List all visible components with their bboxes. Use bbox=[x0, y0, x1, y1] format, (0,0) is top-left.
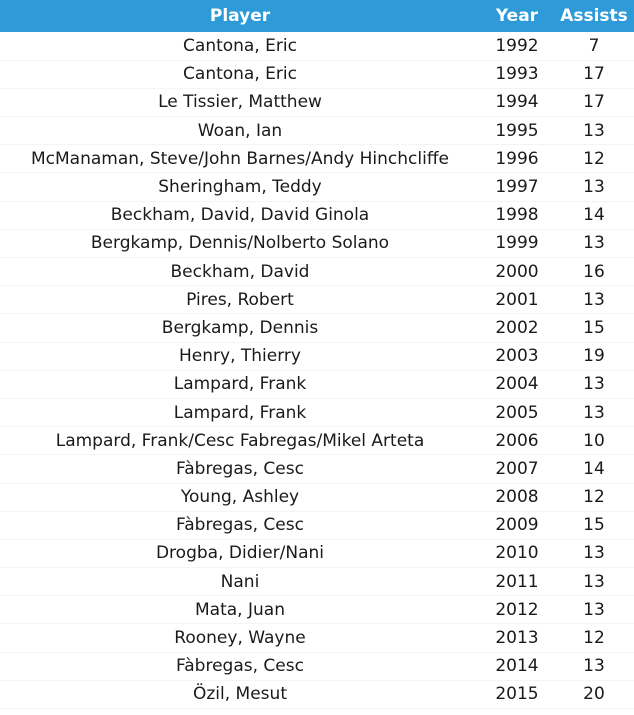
cell-year: 1993 bbox=[480, 60, 554, 88]
cell-assists: 16 bbox=[554, 258, 634, 286]
cell-assists: 12 bbox=[554, 624, 634, 652]
cell-year: 2011 bbox=[480, 568, 554, 596]
cell-player: Beckham, David bbox=[0, 258, 480, 286]
cell-player: Young, Ashley bbox=[0, 483, 480, 511]
cell-player: Bergkamp, Dennis/Nolberto Solano bbox=[0, 229, 480, 257]
cell-assists: 15 bbox=[554, 314, 634, 342]
cell-year: 2010 bbox=[480, 539, 554, 567]
cell-player: Sheringham, Teddy bbox=[0, 173, 480, 201]
cell-year: 2012 bbox=[480, 596, 554, 624]
cell-assists: 13 bbox=[554, 539, 634, 567]
table-row bbox=[0, 88, 634, 116]
cell-player: Le Tissier, Matthew bbox=[0, 88, 480, 116]
cell-assists: 19 bbox=[554, 342, 634, 370]
cell-player: Drogba, Didier/Nani bbox=[0, 539, 480, 567]
cell-year: 1995 bbox=[480, 117, 554, 145]
cell-player: Cantona, Eric bbox=[0, 60, 480, 88]
table-row bbox=[0, 511, 634, 539]
cell-year: 2004 bbox=[480, 370, 554, 398]
table-row bbox=[0, 314, 634, 342]
table-row bbox=[0, 680, 634, 708]
table-row bbox=[0, 652, 634, 680]
cell-assists: 12 bbox=[554, 145, 634, 173]
table-row bbox=[0, 117, 634, 145]
cell-year: 1994 bbox=[480, 88, 554, 116]
table-row bbox=[0, 596, 634, 624]
cell-assists: 13 bbox=[554, 652, 634, 680]
table-row bbox=[0, 455, 634, 483]
cell-year: 1996 bbox=[480, 145, 554, 173]
table-row bbox=[0, 258, 634, 286]
cell-assists: 13 bbox=[554, 229, 634, 257]
cell-player: Fàbregas, Cesc bbox=[0, 652, 480, 680]
cell-player: Lampard, Frank bbox=[0, 370, 480, 398]
cell-year: 2008 bbox=[480, 483, 554, 511]
table-row bbox=[0, 201, 634, 229]
cell-assists: 13 bbox=[554, 173, 634, 201]
table-row bbox=[0, 483, 634, 511]
table-row bbox=[0, 229, 634, 257]
cell-year: 2009 bbox=[480, 511, 554, 539]
cell-player: Fàbregas, Cesc bbox=[0, 455, 480, 483]
cell-year: 2014 bbox=[480, 652, 554, 680]
cell-assists: 13 bbox=[554, 568, 634, 596]
cell-player: Fàbregas, Cesc bbox=[0, 511, 480, 539]
cell-year: 2002 bbox=[480, 314, 554, 342]
cell-player: Rooney, Wayne bbox=[0, 624, 480, 652]
header-year: Year bbox=[480, 0, 554, 32]
table-row bbox=[0, 370, 634, 398]
header-player: Player bbox=[0, 0, 480, 32]
cell-year: 2007 bbox=[480, 455, 554, 483]
cell-player: Beckham, David, David Ginola bbox=[0, 201, 480, 229]
cell-year: 2015 bbox=[480, 680, 554, 708]
cell-year: 1998 bbox=[480, 201, 554, 229]
cell-player: Cantona, Eric bbox=[0, 32, 480, 60]
cell-player: Özil, Mesut bbox=[0, 680, 480, 708]
table-row bbox=[0, 342, 634, 370]
table-row bbox=[0, 624, 634, 652]
cell-assists: 13 bbox=[554, 596, 634, 624]
cell-year: 2000 bbox=[480, 258, 554, 286]
cell-year: 2013 bbox=[480, 624, 554, 652]
cell-player: Woan, Ian bbox=[0, 117, 480, 145]
table-row bbox=[0, 32, 634, 60]
cell-assists: 14 bbox=[554, 455, 634, 483]
cell-assists: 13 bbox=[554, 286, 634, 314]
cell-assists: 17 bbox=[554, 88, 634, 116]
cell-assists: 7 bbox=[554, 32, 634, 60]
cell-assists: 14 bbox=[554, 201, 634, 229]
cell-player: Lampard, Frank bbox=[0, 398, 480, 426]
cell-player: Mata, Juan bbox=[0, 596, 480, 624]
cell-year: 1992 bbox=[480, 32, 554, 60]
cell-assists: 17 bbox=[554, 60, 634, 88]
table-row bbox=[0, 427, 634, 455]
cell-player: McManaman, Steve/John Barnes/Andy Hinchcliffe bbox=[0, 145, 480, 173]
table-body bbox=[0, 32, 634, 709]
cell-assists: 13 bbox=[554, 117, 634, 145]
cell-player: Pires, Robert bbox=[0, 286, 480, 314]
table-row bbox=[0, 568, 634, 596]
header-row bbox=[0, 0, 634, 32]
table-row bbox=[0, 539, 634, 567]
table-row bbox=[0, 173, 634, 201]
table-row bbox=[0, 145, 634, 173]
cell-year: 1997 bbox=[480, 173, 554, 201]
table-row bbox=[0, 286, 634, 314]
cell-year: 2003 bbox=[480, 342, 554, 370]
cell-assists: 13 bbox=[554, 370, 634, 398]
cell-assists: 13 bbox=[554, 398, 634, 426]
cell-player: Bergkamp, Dennis bbox=[0, 314, 480, 342]
cell-year: 2005 bbox=[480, 398, 554, 426]
cell-year: 2006 bbox=[480, 427, 554, 455]
cell-assists: 15 bbox=[554, 511, 634, 539]
header-assists: Assists bbox=[554, 0, 634, 32]
table-row bbox=[0, 398, 634, 426]
cell-player: Nani bbox=[0, 568, 480, 596]
cell-assists: 12 bbox=[554, 483, 634, 511]
cell-year: 1999 bbox=[480, 229, 554, 257]
cell-assists: 10 bbox=[554, 427, 634, 455]
cell-player: Lampard, Frank/Cesc Fabregas/Mikel Arteta bbox=[0, 427, 480, 455]
table-row bbox=[0, 60, 634, 88]
cell-assists: 20 bbox=[554, 680, 634, 708]
cell-year: 2001 bbox=[480, 286, 554, 314]
cell-player: Henry, Thierry bbox=[0, 342, 480, 370]
